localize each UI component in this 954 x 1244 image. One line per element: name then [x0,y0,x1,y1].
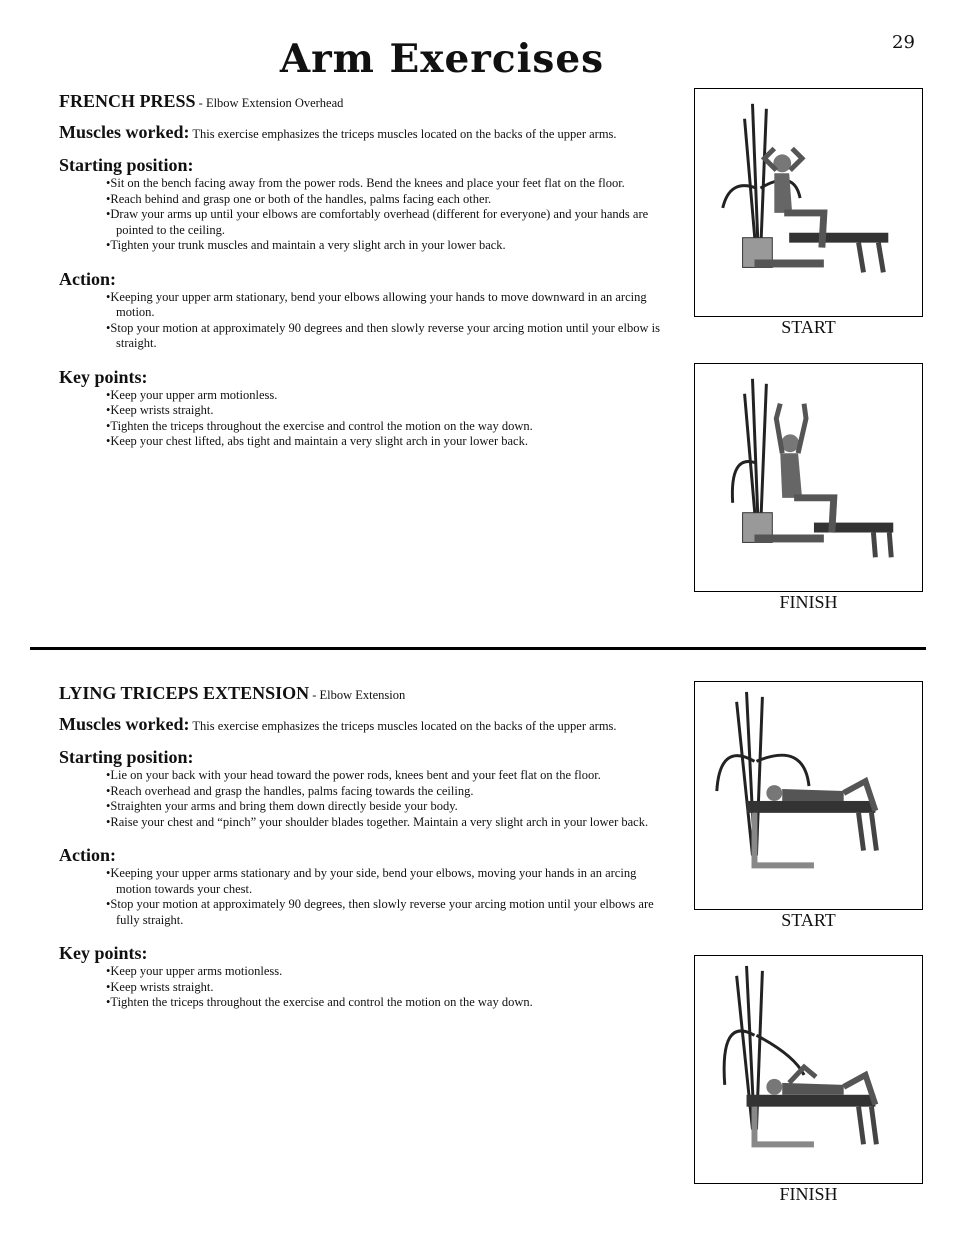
action-list [59,866,671,928]
start-caption: START [781,317,836,337]
page-title: Arm Exercises [279,36,605,82]
muscles-worked-label: Muscles worked: [59,714,190,734]
list-item: • Keep wrists straight. [106,980,671,996]
finish-caption: FINISH [779,1184,838,1204]
exercise-title [59,91,671,112]
list-item: • Keep wrists straight. [106,403,671,419]
page-number: 29 [892,32,915,53]
list-item: • Draw your arms up until your elbows are comfortably overhead (different for everyone) and your hands are pointed to the ceiling. [106,207,671,238]
action-heading: Action: [59,268,116,289]
section-divider [30,647,926,650]
list-item: • Keep your upper arm motionless. [106,388,671,404]
starting-position-list [59,176,671,254]
starting-position-list [59,768,671,830]
list-item: • Tighten the triceps throughout the exercise and control the motion on the way down. [106,419,671,435]
list-item: • Stop your motion at approximately 90 degrees, then slowly reverse your arcing motion until your elbows are fully straight. [106,897,671,928]
lying-triceps-start-image [694,681,923,910]
seated-arms-raised-figure-icon [695,364,922,591]
finish-caption: FINISH [779,592,838,612]
action-list [59,290,671,352]
list-item: • Keep your chest lifted, abs tight and maintain a very slight arch in your lower back. [106,434,671,450]
starting-position-heading: Starting position: [59,155,194,175]
muscles-worked-text: This exercise emphasizes the triceps muscles located on the backs of the upper arms. [189,719,617,733]
list-item: • Straighten your arms and bring them down directly beside your body. [106,799,671,815]
key-points-heading: Key points: [59,943,148,963]
list-item: • Sit on the bench facing away from the power rods. Bend the knees and place your feet flat on the floor. [106,176,671,192]
list-item: • Tighten the triceps throughout the exercise and control the motion on the way down. [106,995,671,1011]
list-item: • Reach behind and grasp one or both of the handles, palms facing each other. [106,192,671,208]
list-item: • Raise your chest and “pinch” your shoulder blades together. Maintain a very slight arch in your lower back. [106,815,671,831]
lying-arms-bent-figure-icon [695,956,922,1183]
french-press-finish-image [694,363,923,592]
muscles-worked [59,716,671,734]
list-item: • Tighten your trunk muscles and maintain a very slight arch in your lower back. [106,238,671,254]
list-item: • Reach overhead and grasp the handles, palms facing towards the ceiling. [106,784,671,800]
list-item: • Keeping your upper arm stationary, bend your elbows allowing your hands to move downward in an arcing motion. [106,290,671,321]
list-item: • Lie on your back with your head toward the power rods, knees bent and your feet flat on the floor. [106,768,671,784]
french-press-start-image [694,88,923,317]
exercise-french-press [59,91,671,450]
list-item: • Keeping your upper arms stationary and by your side, bend your elbows, moving your hands in an arcing motion towards your chest. [106,866,671,897]
starting-position-heading: Starting position: [59,747,194,767]
lying-triceps-finish-image [694,955,923,1184]
exercise-subtitle: - Elbow Extension [309,688,406,702]
exercise-lying-triceps-extension [59,683,671,1011]
exercise-name: LYING TRICEPS EXTENSION [59,683,310,703]
key-points-heading: Key points: [59,366,148,387]
list-item: • Keep your upper arms motionless. [106,964,671,980]
muscles-worked-text: This exercise emphasizes the triceps muscles located on the backs of the upper arms. [189,127,617,141]
key-points-list [59,964,671,1011]
start-caption: START [781,910,836,930]
muscles-worked [59,124,671,142]
key-points-list [59,388,671,450]
exercise-subtitle: - Elbow Extension Overhead [195,96,344,110]
muscles-worked-label: Muscles worked: [59,122,190,142]
exercise-title [59,683,671,704]
seated-overhead-figure-icon [695,89,922,316]
lying-arms-down-figure-icon [695,682,922,909]
exercise-name: FRENCH PRESS [59,91,196,111]
list-item: • Stop your motion at approximately 90 degrees and then slowly reverse your arcing motion until your elbow is straight. [106,321,671,352]
action-heading: Action: [59,845,116,865]
